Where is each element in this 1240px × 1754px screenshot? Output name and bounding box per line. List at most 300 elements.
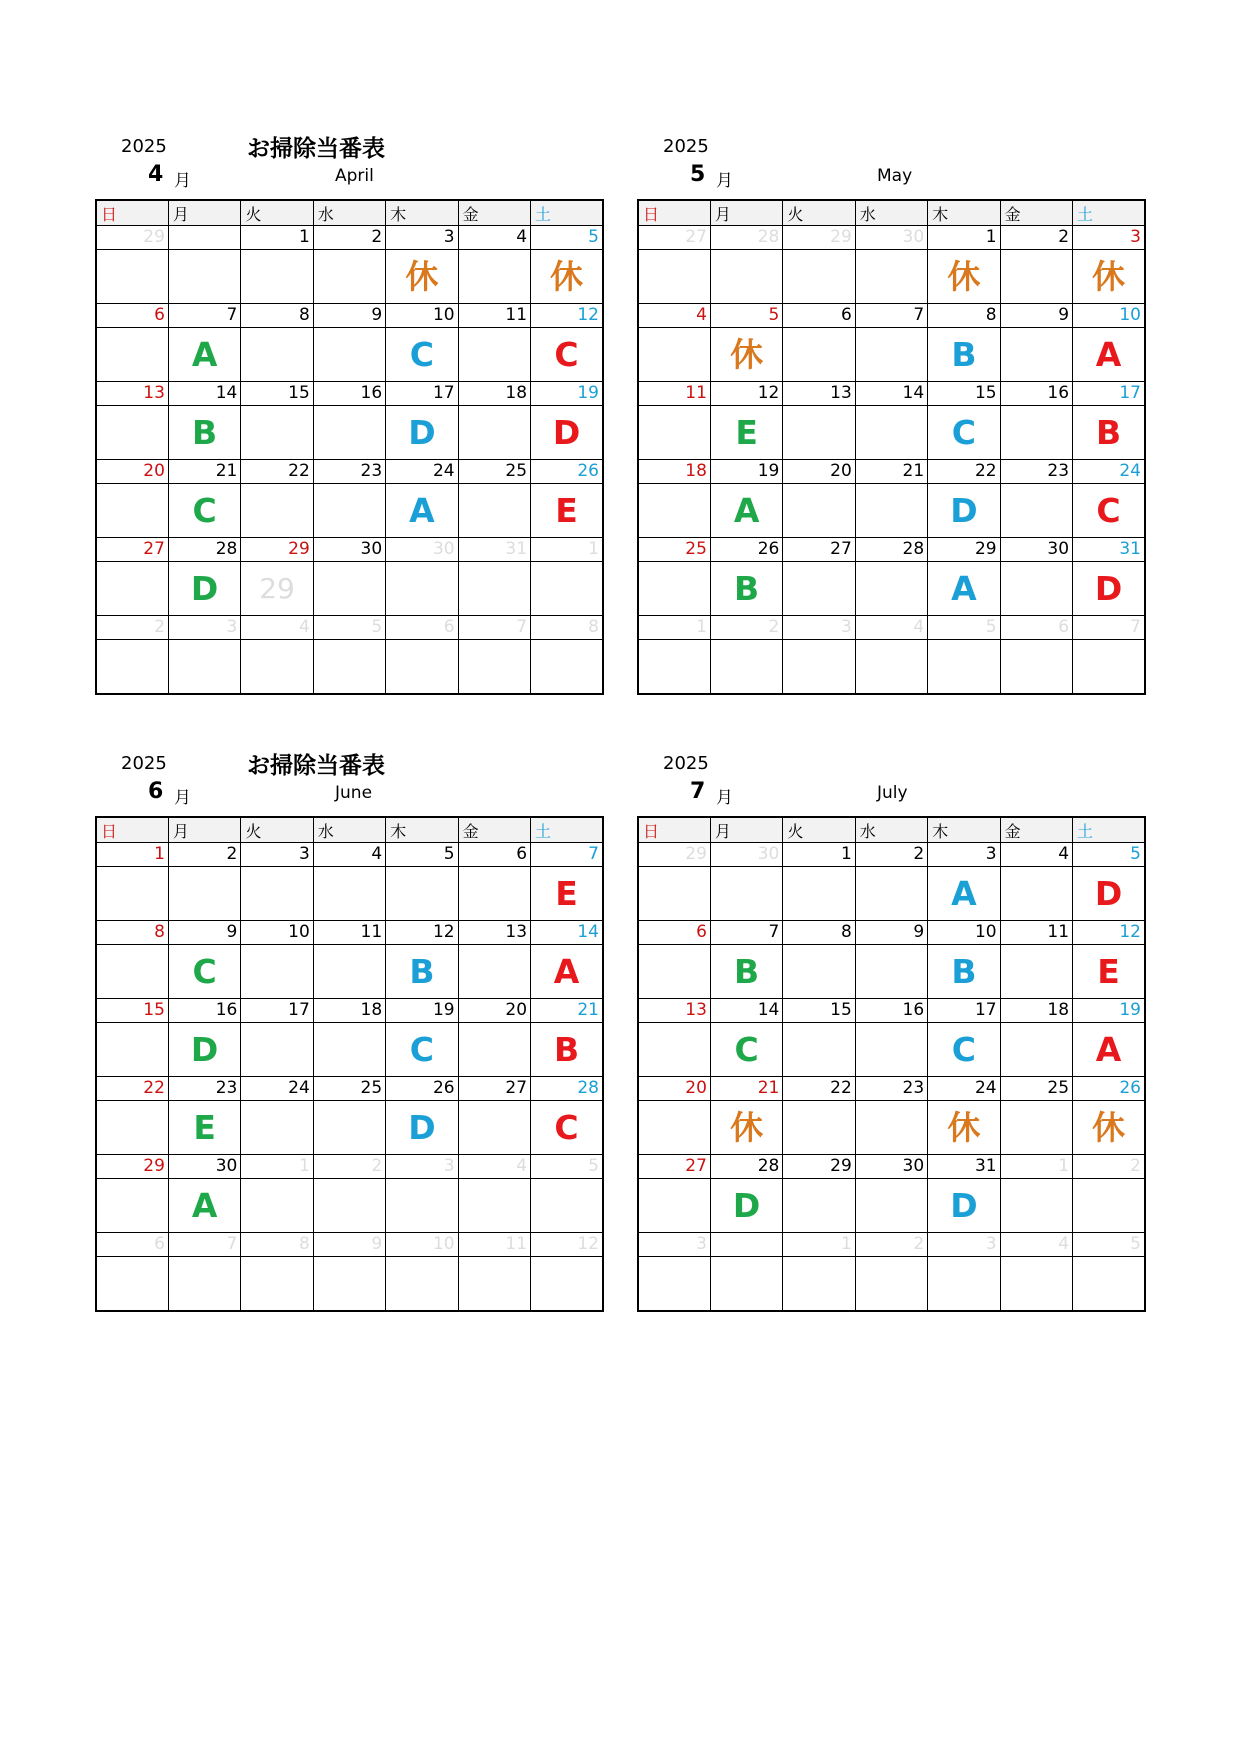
duty-cell: E xyxy=(531,484,603,538)
calendar-header xyxy=(95,128,604,199)
duty-row xyxy=(96,328,603,382)
duty-row xyxy=(96,640,603,695)
month-number: 7 xyxy=(690,779,706,804)
month-name: June xyxy=(335,783,373,803)
duty-cell xyxy=(783,1179,855,1233)
date-cell: 9 xyxy=(1000,304,1072,328)
month-name: July xyxy=(877,783,908,803)
date-cell: 7 xyxy=(531,843,603,867)
duty-cell: C xyxy=(168,484,240,538)
date-cell: 16 xyxy=(168,999,240,1023)
duty-cell: D xyxy=(1073,562,1145,616)
duty-cell xyxy=(855,562,927,616)
date-cell: 31 xyxy=(928,1155,1000,1179)
date-cell: 7 xyxy=(855,304,927,328)
duty-cell: A xyxy=(1073,328,1145,382)
duty-cell: D xyxy=(928,1179,1000,1233)
calendar-june xyxy=(95,745,604,1312)
duty-cell: C xyxy=(1073,484,1145,538)
date-cell: 13 xyxy=(638,999,710,1023)
duty-cell: A xyxy=(168,1179,240,1233)
date-row xyxy=(96,616,603,640)
weekday-header: 日 xyxy=(638,200,710,226)
date-row xyxy=(96,460,603,484)
date-cell: 6 xyxy=(783,304,855,328)
date-cell: 1 xyxy=(531,538,603,562)
date-cell: 7 xyxy=(1073,616,1145,640)
date-cell: 25 xyxy=(313,1077,385,1101)
duty-cell xyxy=(241,867,313,921)
date-cell: 3 xyxy=(386,1155,458,1179)
date-cell: 8 xyxy=(783,921,855,945)
date-cell: 25 xyxy=(638,538,710,562)
duty-cell xyxy=(1000,640,1072,695)
month-kanji: 月 xyxy=(716,788,733,808)
duty-cell xyxy=(1073,1179,1145,1233)
date-cell: 8 xyxy=(241,1233,313,1257)
date-cell: 6 xyxy=(96,304,168,328)
duty-cell xyxy=(96,640,168,695)
weekday-header: 金 xyxy=(458,200,530,226)
duty-cell xyxy=(855,250,927,304)
date-cell: 8 xyxy=(928,304,1000,328)
calendar-april xyxy=(95,128,604,695)
date-cell: 14 xyxy=(168,382,240,406)
duty-cell: B xyxy=(710,562,782,616)
date-row xyxy=(638,616,1145,640)
duty-cell xyxy=(783,945,855,999)
date-cell: 12 xyxy=(531,1233,603,1257)
date-cell: 14 xyxy=(855,382,927,406)
date-cell: 28 xyxy=(531,1077,603,1101)
date-cell: 11 xyxy=(458,1233,530,1257)
date-cell: 1 xyxy=(1000,1155,1072,1179)
duty-cell: E xyxy=(1073,945,1145,999)
duty-cell xyxy=(710,640,782,695)
weekday-header: 月 xyxy=(168,817,240,843)
date-cell: 12 xyxy=(531,304,603,328)
duty-cell xyxy=(313,640,385,695)
date-row xyxy=(638,1233,1145,1257)
duty-cell: B xyxy=(168,406,240,460)
weekday-header: 日 xyxy=(638,817,710,843)
date-cell: 2 xyxy=(1000,226,1072,250)
date-cell: 1 xyxy=(928,226,1000,250)
duty-cell xyxy=(531,1257,603,1312)
calendar-grid xyxy=(95,816,604,1312)
date-cell: 23 xyxy=(168,1077,240,1101)
weekday-header: 月 xyxy=(710,817,782,843)
duty-cell: A xyxy=(386,484,458,538)
date-row xyxy=(96,226,603,250)
date-cell: 20 xyxy=(783,460,855,484)
date-cell: 6 xyxy=(638,921,710,945)
duty-cell xyxy=(710,1257,782,1312)
weekday-header: 金 xyxy=(458,817,530,843)
weekday-header: 土 xyxy=(1073,200,1145,226)
date-cell: 15 xyxy=(928,382,1000,406)
date-cell: 24 xyxy=(241,1077,313,1101)
duty-cell xyxy=(855,1023,927,1077)
duty-row xyxy=(96,1257,603,1312)
date-cell: 4 xyxy=(458,1155,530,1179)
year-label: 2025 xyxy=(663,753,709,774)
duty-cell: E xyxy=(531,867,603,921)
date-cell: 3 xyxy=(241,843,313,867)
duty-row xyxy=(638,1179,1145,1233)
weekday-header: 火 xyxy=(241,817,313,843)
date-row xyxy=(96,538,603,562)
date-cell: 21 xyxy=(710,1077,782,1101)
date-cell: 29 xyxy=(783,1155,855,1179)
duty-row xyxy=(638,328,1145,382)
duty-cell: 休 xyxy=(710,1101,782,1155)
duty-cell xyxy=(96,328,168,382)
duty-cell xyxy=(96,562,168,616)
duty-row xyxy=(96,250,603,304)
duty-row xyxy=(96,484,603,538)
duty-cell xyxy=(710,250,782,304)
duty-cell: A xyxy=(531,945,603,999)
duty-cell xyxy=(386,867,458,921)
duty-cell xyxy=(638,250,710,304)
date-cell: 12 xyxy=(1073,921,1145,945)
duty-cell xyxy=(783,1023,855,1077)
weekday-header: 土 xyxy=(1073,817,1145,843)
month-kanji: 月 xyxy=(174,171,191,191)
duty-cell xyxy=(638,1179,710,1233)
date-row xyxy=(638,538,1145,562)
date-cell: 3 xyxy=(783,616,855,640)
duty-cell xyxy=(168,250,240,304)
duty-cell xyxy=(531,640,603,695)
duty-cell xyxy=(638,562,710,616)
weekday-header: 日 xyxy=(96,817,168,843)
date-cell: 3 xyxy=(928,843,1000,867)
date-cell: 14 xyxy=(531,921,603,945)
date-cell: 27 xyxy=(783,538,855,562)
duty-cell xyxy=(928,640,1000,695)
date-cell: 21 xyxy=(168,460,240,484)
weekday-row xyxy=(96,817,603,843)
duty-cell xyxy=(313,867,385,921)
duty-cell: A xyxy=(928,562,1000,616)
duty-row xyxy=(96,1179,603,1233)
date-cell: 3 xyxy=(386,226,458,250)
duty-row xyxy=(638,406,1145,460)
duty-row xyxy=(96,1023,603,1077)
date-cell: 30 xyxy=(168,1155,240,1179)
date-cell: 2 xyxy=(168,843,240,867)
duty-cell xyxy=(783,1257,855,1312)
duty-cell: B xyxy=(928,328,1000,382)
month-number: 6 xyxy=(148,779,164,804)
date-cell: 15 xyxy=(96,999,168,1023)
duty-row xyxy=(96,867,603,921)
page-title: お掃除当番表 xyxy=(247,753,385,779)
date-row xyxy=(96,921,603,945)
date-cell: 24 xyxy=(1073,460,1145,484)
date-cell: 28 xyxy=(710,226,782,250)
calendar-header xyxy=(637,745,1146,816)
duty-cell xyxy=(458,484,530,538)
calendar-july xyxy=(637,745,1146,1312)
date-cell: 6 xyxy=(458,843,530,867)
date-cell: 9 xyxy=(313,304,385,328)
duty-cell: 休 xyxy=(710,328,782,382)
date-cell: 7 xyxy=(168,1233,240,1257)
date-cell: 10 xyxy=(386,304,458,328)
date-cell: 1 xyxy=(783,843,855,867)
duty-cell xyxy=(96,945,168,999)
date-cell: 21 xyxy=(855,460,927,484)
date-cell: 9 xyxy=(313,1233,385,1257)
duty-cell: E xyxy=(710,406,782,460)
date-cell: 7 xyxy=(168,304,240,328)
page-title: お掃除当番表 xyxy=(247,136,385,162)
date-cell: 29 xyxy=(96,226,168,250)
duty-cell xyxy=(458,640,530,695)
duty-cell: B xyxy=(386,945,458,999)
weekday-header: 水 xyxy=(313,817,385,843)
duty-cell xyxy=(1000,406,1072,460)
duty-cell xyxy=(313,1101,385,1155)
date-row xyxy=(638,1077,1145,1101)
date-row xyxy=(638,921,1145,945)
date-row xyxy=(638,843,1145,867)
date-cell: 6 xyxy=(386,616,458,640)
date-row xyxy=(638,999,1145,1023)
duty-cell xyxy=(855,1257,927,1312)
month-name: May xyxy=(877,166,913,186)
date-cell: 4 xyxy=(855,616,927,640)
date-cell: 14 xyxy=(710,999,782,1023)
duty-row xyxy=(638,1101,1145,1155)
date-cell: 4 xyxy=(638,304,710,328)
date-row xyxy=(96,1233,603,1257)
date-row xyxy=(96,843,603,867)
duty-cell xyxy=(313,1179,385,1233)
date-cell: 3 xyxy=(168,616,240,640)
date-cell: 13 xyxy=(96,382,168,406)
duty-cell xyxy=(96,1179,168,1233)
date-cell: 5 xyxy=(386,843,458,867)
date-cell: 5 xyxy=(928,616,1000,640)
duty-cell xyxy=(855,406,927,460)
duty-cell xyxy=(458,867,530,921)
duty-cell xyxy=(313,945,385,999)
duty-cell xyxy=(241,1179,313,1233)
date-cell: 30 xyxy=(710,843,782,867)
date-cell: 28 xyxy=(710,1155,782,1179)
date-cell: 21 xyxy=(531,999,603,1023)
date-cell: 19 xyxy=(710,460,782,484)
duty-cell: C xyxy=(928,1023,1000,1077)
duty-cell xyxy=(638,484,710,538)
weekday-header: 木 xyxy=(386,200,458,226)
duty-cell xyxy=(458,1023,530,1077)
duty-cell xyxy=(241,945,313,999)
duty-cell xyxy=(1000,867,1072,921)
weekday-header: 土 xyxy=(531,200,603,226)
date-cell: 11 xyxy=(313,921,385,945)
date-cell: 27 xyxy=(96,538,168,562)
month-number: 5 xyxy=(690,162,706,187)
date-cell: 18 xyxy=(313,999,385,1023)
date-cell: 30 xyxy=(313,538,385,562)
duty-cell xyxy=(783,640,855,695)
date-cell: 23 xyxy=(1000,460,1072,484)
date-cell: 4 xyxy=(241,616,313,640)
calendar-may xyxy=(637,128,1146,695)
date-cell: 26 xyxy=(531,460,603,484)
weekday-header: 火 xyxy=(783,817,855,843)
date-cell: 5 xyxy=(1073,843,1145,867)
date-cell: 18 xyxy=(638,460,710,484)
duty-cell xyxy=(96,1101,168,1155)
date-cell: 2 xyxy=(710,616,782,640)
weekday-header: 木 xyxy=(928,200,1000,226)
duty-cell xyxy=(458,250,530,304)
weekday-header: 日 xyxy=(96,200,168,226)
duty-cell xyxy=(1000,328,1072,382)
duty-cell xyxy=(638,1257,710,1312)
date-cell: 31 xyxy=(1073,538,1145,562)
date-cell: 2 xyxy=(96,616,168,640)
date-cell: 16 xyxy=(1000,382,1072,406)
duty-cell xyxy=(638,406,710,460)
duty-cell: D xyxy=(531,406,603,460)
date-cell: 24 xyxy=(386,460,458,484)
date-cell: 10 xyxy=(928,921,1000,945)
date-cell: 1 xyxy=(241,226,313,250)
date-cell: 29 xyxy=(783,226,855,250)
weekday-header: 木 xyxy=(386,817,458,843)
date-row xyxy=(96,382,603,406)
duty-cell xyxy=(1073,640,1145,695)
date-cell: 30 xyxy=(855,226,927,250)
date-cell: 10 xyxy=(1073,304,1145,328)
duty-cell xyxy=(783,562,855,616)
weekday-header: 月 xyxy=(710,200,782,226)
duty-cell xyxy=(855,1179,927,1233)
duty-cell xyxy=(855,640,927,695)
date-cell: 20 xyxy=(638,1077,710,1101)
duty-row xyxy=(638,562,1145,616)
date-row xyxy=(638,382,1145,406)
date-cell: 22 xyxy=(928,460,1000,484)
date-cell: 1 xyxy=(96,843,168,867)
duty-cell xyxy=(458,328,530,382)
duty-cell xyxy=(458,406,530,460)
date-cell: 18 xyxy=(1000,999,1072,1023)
month-number: 4 xyxy=(148,162,164,187)
duty-cell xyxy=(638,1101,710,1155)
duty-row xyxy=(96,1101,603,1155)
duty-cell: C xyxy=(386,1023,458,1077)
date-cell: 29 xyxy=(928,538,1000,562)
date-cell: 25 xyxy=(458,460,530,484)
date-cell: 4 xyxy=(458,226,530,250)
date-cell: 4 xyxy=(1000,843,1072,867)
date-cell: 12 xyxy=(386,921,458,945)
date-cell: 2 xyxy=(1073,1155,1145,1179)
date-cell: 22 xyxy=(241,460,313,484)
duty-cell: A xyxy=(168,328,240,382)
date-cell: 9 xyxy=(168,921,240,945)
duty-cell: D xyxy=(1073,867,1145,921)
duty-cell xyxy=(241,328,313,382)
duty-cell: A xyxy=(1073,1023,1145,1077)
date-row xyxy=(638,1155,1145,1179)
duty-cell xyxy=(638,945,710,999)
duty-cell xyxy=(783,867,855,921)
date-cell: 4 xyxy=(1000,1233,1072,1257)
date-cell: 3 xyxy=(928,1233,1000,1257)
duty-cell xyxy=(783,406,855,460)
month-name: April xyxy=(335,166,374,186)
duty-cell: A xyxy=(710,484,782,538)
duty-cell xyxy=(313,1257,385,1312)
date-cell xyxy=(168,226,240,250)
duty-cell: C xyxy=(168,945,240,999)
date-row xyxy=(96,1155,603,1179)
calendar-header xyxy=(637,128,1146,199)
date-cell: 5 xyxy=(710,304,782,328)
duty-cell xyxy=(241,406,313,460)
date-cell: 15 xyxy=(783,999,855,1023)
duty-cell: A xyxy=(928,867,1000,921)
duty-cell xyxy=(458,945,530,999)
duty-row xyxy=(638,250,1145,304)
date-cell: 17 xyxy=(241,999,313,1023)
date-cell: 25 xyxy=(1000,1077,1072,1101)
date-cell: 20 xyxy=(458,999,530,1023)
date-cell: 26 xyxy=(1073,1077,1145,1101)
weekday-header: 月 xyxy=(168,200,240,226)
duty-cell xyxy=(710,867,782,921)
duty-row xyxy=(96,945,603,999)
duty-cell xyxy=(1000,1257,1072,1312)
calendar-grid xyxy=(637,816,1146,1312)
date-cell: 19 xyxy=(386,999,458,1023)
duty-row xyxy=(638,1023,1145,1077)
duty-cell xyxy=(928,1257,1000,1312)
duty-cell: B xyxy=(710,945,782,999)
duty-cell xyxy=(96,867,168,921)
duty-cell xyxy=(96,250,168,304)
date-cell: 11 xyxy=(458,304,530,328)
duty-cell xyxy=(638,328,710,382)
duty-row xyxy=(96,406,603,460)
date-cell: 7 xyxy=(458,616,530,640)
duty-cell xyxy=(96,406,168,460)
date-row xyxy=(638,226,1145,250)
date-cell: 26 xyxy=(386,1077,458,1101)
date-cell: 16 xyxy=(855,999,927,1023)
duty-cell xyxy=(531,562,603,616)
weekday-header: 火 xyxy=(783,200,855,226)
duty-cell: E xyxy=(168,1101,240,1155)
duty-cell xyxy=(855,867,927,921)
date-cell: 31 xyxy=(458,538,530,562)
date-cell: 2 xyxy=(313,226,385,250)
duty-cell: 29 xyxy=(241,562,313,616)
year-label: 2025 xyxy=(121,753,167,774)
month-kanji: 月 xyxy=(174,788,191,808)
date-cell: 24 xyxy=(928,1077,1000,1101)
date-cell: 29 xyxy=(96,1155,168,1179)
